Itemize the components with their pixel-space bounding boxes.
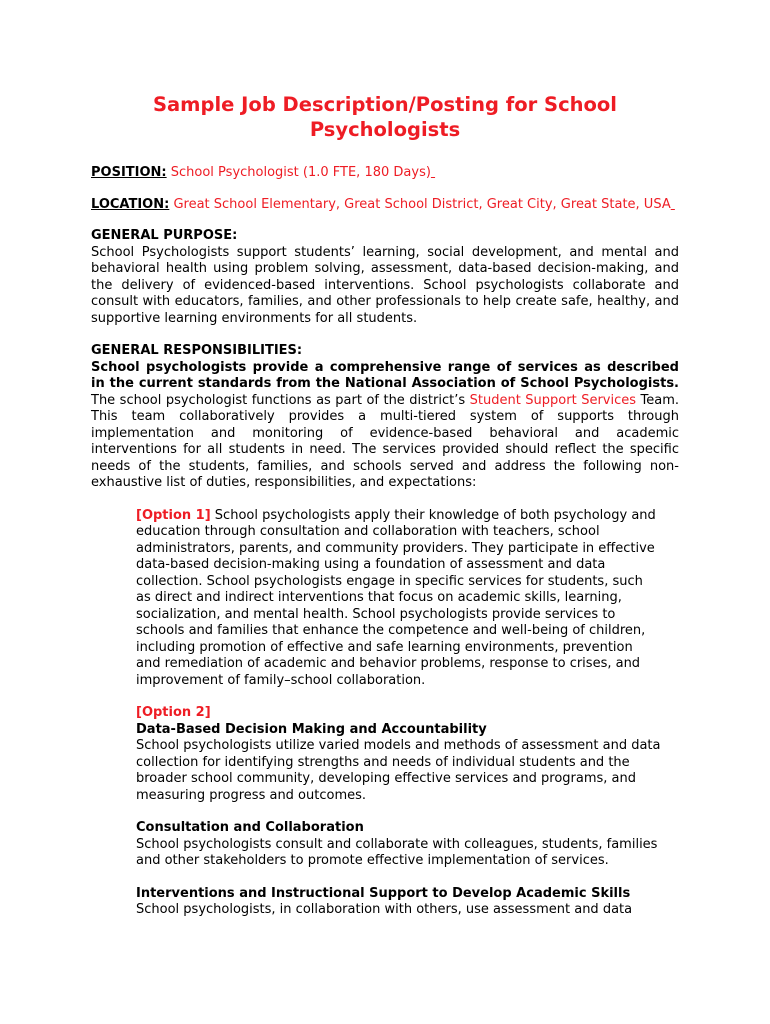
option-2-section-1-text: School psychologists utilize varied models and methods of assessment and data collection for identifying strengths and needs of individual students and the broader school community, developing effective services and programs, and measuring progress and outcomes. [136, 738, 661, 803]
position-value: School Psychologist (1.0 FTE, 180 Days) [170, 165, 431, 180]
option-2-section-3-text: School psychologists, in collaboration with others, use assessment and data [136, 902, 633, 917]
location-label: LOCATION: [91, 196, 170, 212]
option-1-text: School psychologists apply their knowledge of both psychology and education through consultation and collaboration with teachers, school administrators, parents, and community providers. They participate in effective data-based decision-making using a foundation of assessment and data collection. School psychologists engage in specific services for students, such as direct and indirect interventions that focus on academic skills, learning, socialization, and mental health. School psychologists provide services to schools and families that enhance the competence and well-being of children, including promotion of effective and safe learning environments, prevention and remediation of academic and behavior problems, response to crises, and improvement of family–school collaboration. [136, 507, 656, 688]
responsibilities-text-after-link: Team. This team collaboratively provides a multi-tiered system of supports through implementation and monitoring of evidence-based behavioral and academic interventions for all students in need. The services provided should reflect the specific needs of the students, families, and schools served and address the following non-exhaustive list of duties, responsibilities, and expectations: [91, 392, 680, 490]
responsibilities-text-before-link: The school psychologist functions as part of the district’s [91, 392, 470, 408]
option-2-section-3-heading: Interventions and Instructional Support to Develop Academic Skills [136, 885, 631, 901]
document-title [91, 92, 679, 142]
student-support-services-link[interactable]: Student Support Services [469, 392, 637, 408]
option-2-label: [Option 2] [136, 705, 211, 720]
option-1-label: [Option 1] [136, 507, 211, 523]
location-underline [671, 197, 675, 212]
title-line-1: Sample Job Description/Posting for School [152, 93, 617, 116]
location-field [91, 197, 679, 214]
option-2-section-1 [136, 722, 661, 805]
general-responsibilities-section [91, 343, 679, 492]
position-field [91, 165, 679, 182]
option-2-section-2-text: School psychologists consult and collaborate with colleagues, students, families and other stakeholders to promote effective implementation of services. [136, 836, 658, 868]
location-value: Great School Elementary, Great School District, Great City, Great State, USA [173, 196, 671, 212]
option-2-section-3 [136, 886, 661, 919]
options-block [136, 508, 661, 919]
option-2-section-2-heading: Consultation and Collaboration [136, 820, 364, 835]
option-1-paragraph [136, 508, 661, 690]
position-underline [431, 165, 435, 180]
general-purpose-heading: GENERAL PURPOSE: [91, 228, 238, 243]
title-line-2: Psychologists [309, 118, 461, 141]
responsibilities-bold-intro: School psychologists provide a comprehensive range of services as described in the current standards from the National Association of School Psychologists. [91, 359, 679, 391]
option-2-section-2 [136, 820, 661, 870]
document-page [91, 92, 679, 935]
position-label: POSITION: [91, 165, 167, 180]
general-responsibilities-heading: GENERAL RESPONSIBILITIES: [91, 343, 303, 358]
general-purpose-section [91, 228, 679, 327]
general-purpose-text: School Psychologists support students’ learning, social development, and mental and behavioral health using problem solving, assessment, data-based decision-making, and the delivery of evidenced-based interventions. School psychologists collaborate and consult with educators, families, and other professionals to help create safe, healthy, and supportive learning environments for all students. [91, 244, 679, 326]
option-2-section-1-heading: Data-Based Decision Making and Accountability [136, 721, 487, 737]
general-responsibilities-text [91, 360, 679, 492]
